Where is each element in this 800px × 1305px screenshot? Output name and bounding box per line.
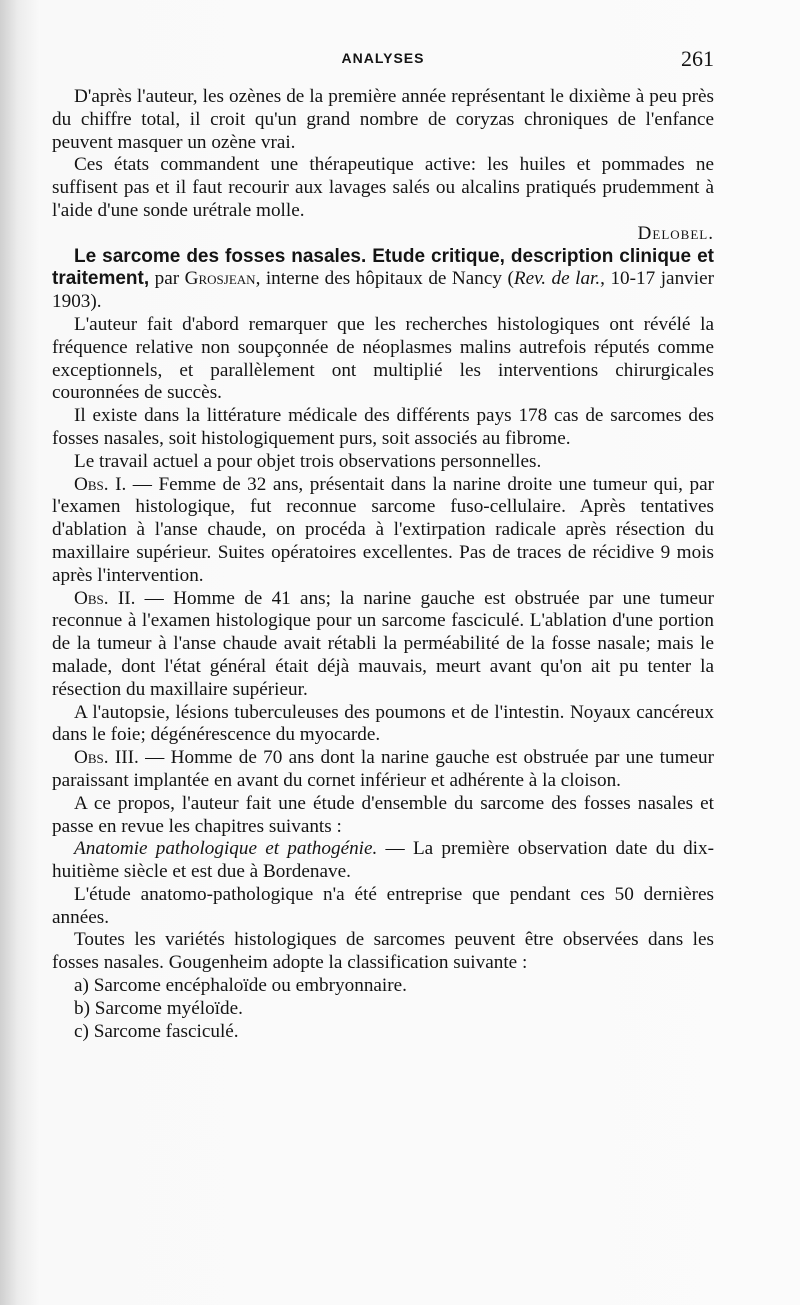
observation-3-label: Obs. III. bbox=[74, 747, 139, 769]
article-journal: Rev. de lar. bbox=[513, 268, 601, 290]
intro-paragraph-1: D'après l'auteur, les ozènes de la première année représentant le dixième à peu près du chiffre total, il croit qu'un grand nombre de coryzas chroniques de l'enfance peuvent masquer un ozène vrai. bbox=[52, 86, 714, 153]
observation-1-label: Obs. I. bbox=[74, 473, 127, 495]
article-affiliation: , interne des hôpitaux de Nancy ( bbox=[255, 268, 514, 290]
observation-3 bbox=[52, 747, 714, 793]
paragraph-5: A ce propos, l'auteur fait une étude d'ensemble du sarcome des fosses nasales et passe en revue les chapitres suivants : bbox=[52, 792, 714, 837]
list-item-c: c) Sarcome fasciculé. bbox=[74, 1020, 239, 1042]
paragraph-2: Il existe dans la littérature médicale des différents pays 178 cas de sarcomes des fosses nasales, soit histologiquement purs, soit associés au fibrome. bbox=[52, 405, 714, 449]
article-heading bbox=[52, 246, 714, 314]
paragraph-4: A l'autopsie, lésions tuberculeuses des poumons et de l'intestin. Noyaux cancéreux dans le foie; dégénérescence du myocarde. bbox=[52, 701, 714, 746]
observation-2 bbox=[52, 588, 714, 702]
observation-2-label: Obs. II. bbox=[74, 587, 136, 609]
section-title-anatomie: Anatomie pathologique et pathogénie. bbox=[74, 838, 378, 860]
running-head bbox=[52, 44, 714, 74]
paragraph-6-text: — La première observation date du dix-huitième siècle et est due à Bordenave. bbox=[52, 838, 714, 883]
paragraph-7: L'étude anatomo-pathologique n'a été entreprise que pendant ces 50 dernières années. bbox=[52, 883, 714, 928]
observation-1 bbox=[52, 474, 714, 588]
article-title: Le sarcome des fosses nasales. Etude critique, description clinique et traitement, bbox=[52, 245, 714, 290]
observation-1-text: — Femme de 32 ans, présentait dans la narine droite une tumeur qui, par l'examen histologique, fut reconnue sarcome fuso-cellulaire. Après tentatives d'ablation à l'anse chaude, on procéda à l'extirpation radicale après résection du maxillaire supérieur. Suites opératoires excellentes. Pas de traces de récidive 9 mois après l'intervention. bbox=[52, 473, 714, 586]
observation-3-text: — Homme de 70 ans dont la narine gauche est obstruée par une tumeur paraissant implantée en avant du cornet inférieur et adhérente à la cloison. bbox=[52, 747, 714, 791]
list-item-b: b) Sarcome myéloïde. bbox=[74, 997, 243, 1019]
intro-paragraph-2: Ces états commandent une thérapeutique active: les huiles et pommades ne suffisent pas et il faut recourir aux lavages salés ou alcalins pratiqués prudemment à l'aide d'une sonde urétrale molle. bbox=[52, 154, 714, 221]
paragraph-8: Toutes les variétés histologiques de sarcomes peuvent être observées dans les fosses nasales. Gougenheim adopte la classification suivante : bbox=[52, 929, 714, 974]
paragraph-1: L'auteur fait d'abord remarquer que les recherches histologiques ont révélé la fréquence relative non soupçonnée de néoplasmes malins autrefois réputés comme exceptionnels, et parallèlement ont multiplié les interventions chirurgicales couronnées de succès. bbox=[52, 313, 714, 404]
body-text bbox=[52, 86, 714, 1043]
observation-2-text: — Homme de 41 ans; la narine gauche est obstruée par une tumeur reconnue à l'examen histologique pour un sarcome fasciculé. L'ablation d'une portion de la tumeur à l'anse chaude avait rétabli la perméabilité de la fosse nasale; mais le malade, dont l'état général était déjà mauvais, meurt avant qu'on ait pu tenter la résection du maxillaire supérieur. bbox=[52, 587, 714, 700]
article-author: Grosjean bbox=[184, 268, 256, 290]
article-by: par bbox=[149, 268, 185, 290]
article-date: , 10-17 janvier 1903). bbox=[52, 268, 714, 313]
review-signature: Delobel. bbox=[637, 222, 714, 244]
page-number: 261 bbox=[681, 46, 714, 71]
running-title: ANALYSES bbox=[341, 50, 425, 66]
list-item-a: a) Sarcome encéphaloïde ou embryonnaire. bbox=[74, 975, 407, 997]
paragraph-6 bbox=[52, 838, 714, 884]
paragraph-3: Le travail actuel a pour objet trois observations personnelles. bbox=[74, 450, 542, 472]
